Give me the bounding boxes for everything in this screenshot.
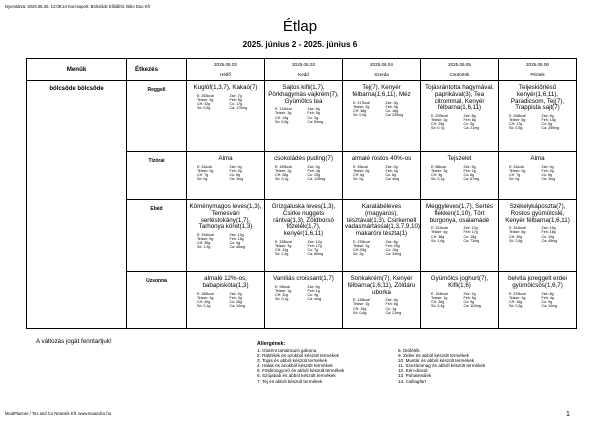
nutrition-value: Telzsír: 1g (275, 288, 292, 293)
menu-cell (343, 152, 421, 200)
nutrition-value: Telzsír: 1g (431, 295, 448, 300)
nutrition-value: Ca: 73mg (463, 238, 480, 243)
nutrition-value: Só: 0,1g (431, 177, 445, 182)
nutrition-value: Ca: 21mg (385, 310, 402, 315)
nutrition-value: Só: 0g (353, 177, 364, 182)
nutrition-value: E: 31kcal (509, 164, 524, 169)
menu-cell (265, 272, 343, 329)
day-name: Kedd (298, 72, 309, 77)
nutrition-value: Ca: 67mg (463, 177, 480, 182)
nutrition-info (265, 238, 342, 256)
menu-table (26, 58, 577, 329)
dish-text: Karalábéleves (magyaros), tésztával(1,3), Csirkemell vadasmártással(1,3,7,9,10), makaróni tészta(1) (345, 203, 422, 238)
meal-label: Ebéd (127, 200, 187, 272)
nutrition-value: Só: 0,1g (275, 177, 289, 182)
nutrition-value: CH: 11g (275, 292, 288, 297)
nutrition-value: Feh: 0g (541, 168, 554, 173)
nutrition-value: CH: 17g (509, 122, 523, 127)
dish-text: csokoládés puding(7) (274, 155, 333, 162)
allergen-item: 3. Tojás és abból készült termékek (257, 358, 328, 364)
day-date: 2025.06.02 (214, 62, 237, 67)
nutrition-value: Telzsír: 2g (353, 104, 370, 109)
nutrition-value: Ca: 175mg (229, 106, 248, 111)
meal-label: Uzsonna (127, 272, 187, 329)
day-header (187, 59, 265, 81)
nutrition-info (421, 163, 498, 181)
nutrition-value: Só: 0,1g (197, 303, 211, 308)
allergen-item: 14. Csillagfürt (398, 378, 427, 384)
nutrition-value: Cu: 3g (307, 115, 319, 120)
nutrition-value: Telzsír: 1g (197, 295, 214, 300)
menu-cell (265, 200, 343, 272)
dish-text: Tojásrántotta hagymával, paprikával(3), Tea citrommal, Kenyér félbarna(1,6,11) (425, 84, 494, 112)
nutrition-value: Só: 0g (509, 177, 520, 182)
nutrition-value: Feh: 4g (541, 295, 554, 300)
nutrition-info (187, 92, 264, 110)
dish-text: Alma (218, 155, 233, 162)
nutrition-value: Só: 0g (197, 177, 208, 182)
day-name: Szerda (374, 72, 389, 77)
nutrition-value: Zsír: 8g (541, 291, 554, 296)
nutrition-value: Só: 2g (353, 252, 364, 257)
dish-text: Kuglóf(1,3,7), Kakaó(7) (193, 84, 258, 91)
nutrition-value: Zsír: 5g (307, 107, 320, 112)
nutrition-value: Ca: 125mg (307, 177, 326, 182)
nutrition-value: Ca: 4mg (307, 297, 322, 302)
nutrition-value: Só: 0,3g (509, 303, 523, 308)
nutrition-value: Só: 0,5g (509, 126, 523, 131)
nutrition-value: E: 209kcal (431, 114, 448, 119)
nutrition-value: Zsír: 4g (385, 298, 398, 303)
nutrition-value: Telzsír: 2g (275, 168, 292, 173)
nutrition-value: Telzsír: 0g (353, 168, 370, 173)
day-name: Hétfő (220, 72, 231, 77)
nutrition-value: E: 217kcal (353, 100, 370, 105)
nutrition-info (343, 296, 420, 314)
day-header (499, 59, 577, 81)
nutrition-value: Telzsír: 3g (431, 168, 448, 173)
nutrition-info (499, 290, 576, 308)
dish-text: Meggyleves(1,7), Sertés flekken(1,10), Tört burgonya, osalamádé (425, 203, 494, 224)
nutrition-value: E: 114kcal (275, 107, 292, 112)
nutrition-value: CH: 7g (509, 172, 521, 177)
allergens-list-left (257, 348, 344, 384)
nutrition-value: Cu: 6g (541, 122, 553, 127)
nutrition-value: CH: 14g (275, 115, 289, 120)
nutrition-value: Zsír: 7g (229, 93, 242, 98)
nutrition-value: Cu: 10g (541, 234, 555, 239)
nutrition-value: E: 154kcal (431, 291, 448, 296)
nutrition-value: Ca: 3mg (541, 177, 556, 182)
nutrition-value: Feh: 1g (307, 288, 320, 293)
nutrition-value: Cu: 17g (229, 101, 243, 106)
nutrition-value: Zsír: 0g (541, 164, 554, 169)
nutrition-value: Cu: 5g (463, 122, 475, 127)
menu-cell (421, 81, 499, 152)
nutrition-value: Telzsír: 3g (275, 244, 292, 249)
nutrition-value: Telzsír: 2g (353, 244, 370, 249)
day-header (421, 59, 499, 81)
nutrition-value: Feh: 0g (229, 168, 242, 173)
nutrition-value: Zsír: 9g (541, 114, 554, 119)
nutrition-value: Zsír: 2g (229, 291, 242, 296)
menu-cell (421, 200, 499, 272)
nutrition-value: Cu: 15g (463, 234, 477, 239)
nutrition-value: Feh: 4g (307, 168, 320, 173)
day-header (265, 59, 343, 81)
allergen-item: 8. Diófélék (398, 348, 420, 353)
nutrition-value: Ca: 80mg (307, 252, 324, 257)
day-name: Péntek (530, 72, 545, 77)
nutrition-value: CH: 25g (431, 122, 445, 127)
allergen-item: 9. Zeller és abból készült termékek (398, 353, 469, 359)
nutrition-value: Só: 0,4g (431, 303, 445, 308)
table-header-row (27, 59, 577, 81)
print-info-line: Nyomtatva: 2025.05.30. 12:09:24 Korcsoport: Bölcsőde Előállító: Bibo Duo Kft (5, 4, 150, 9)
nutrition-value: E: 138kcal (353, 298, 370, 303)
allergen-item: 10. Mustár és abból készült termékek (398, 358, 475, 364)
nutrition-value: Ca: 3mg (229, 177, 244, 182)
allergen-item: 7. Tej és abból készült termékek (257, 378, 323, 384)
nutrition-value: CH: 41g (275, 248, 289, 253)
nutrition-value: CH: 40g (197, 299, 211, 304)
nutrition-value: Cu: 6g (541, 172, 553, 177)
nutrition-info (187, 290, 264, 308)
nutrition-info (265, 163, 342, 181)
nutrition-value: Ca: 10mg (541, 303, 558, 308)
dish-text: Székelykáposzta(7), Rostos gyümölcslé, Kenyér félbarna(1,6,11) (505, 203, 570, 224)
nutrition-value: E: 88kcal (431, 164, 446, 169)
group-label: bölcsőde bölcsőde (27, 81, 127, 329)
footer-text: MealPlanner / Tex and Co Network Kft. www.texandco.hu (5, 411, 112, 416)
nutrition-value: CH: 9g (431, 172, 443, 177)
nutrition-value: Zsír: 13g (229, 233, 244, 238)
meal-label: Reggeli (127, 81, 187, 152)
day-date: 2025.06.05 (448, 62, 471, 67)
nutrition-info (421, 112, 498, 130)
allergen-item: 1. Glutént tartalmazó gabona (257, 348, 317, 353)
nutrition-value: Telzsír: 0g (509, 168, 526, 173)
nutrition-info (343, 163, 420, 181)
dish-text: Sonkakrém(7), Kenyér félbarna(1,6,11), Zöldáru uborka (347, 275, 416, 296)
nutrition-value: CH: 42g (197, 101, 211, 106)
nutrition-value: E: 94kcal (275, 284, 290, 289)
menu-cell (499, 272, 577, 329)
nutrition-value: Zsír: 2g (463, 291, 476, 296)
nutrition-value: Zsír: 0g (229, 164, 242, 169)
dish-text: Tej(7), Kenyér félbarna(1,6,11), Méz (352, 84, 411, 98)
day-name: Csütörtök (449, 72, 470, 77)
nutrition-info (499, 163, 576, 181)
nutrition-value: E: 159kcal (275, 164, 292, 169)
nutrition-info (421, 290, 498, 308)
nutrition-value: E: 331kcal (431, 226, 448, 231)
menu-cell (187, 200, 265, 272)
dish-text: almalé rostos 40%-os (351, 155, 412, 162)
nutrition-value: Cu: 7g (307, 248, 319, 253)
menu-cell (499, 81, 577, 152)
menu-cell (187, 272, 265, 329)
nutrition-info (343, 238, 420, 256)
nutrition-value: Cu: 6g (229, 172, 241, 177)
dish-text: Tejszelet (447, 155, 472, 162)
nutrition-value: Só: 1,9g (197, 245, 211, 250)
menu-cell (421, 272, 499, 329)
menu-cell (265, 152, 343, 200)
nutrition-value: Só: 2,6g (509, 238, 523, 243)
dish-text: belvita joreggelt erdei gyümölcsös(1,6,7) (508, 275, 567, 289)
nutrition-value: Telzsír: 4g (431, 230, 448, 235)
nutrition-value: Cu: 4g (307, 292, 319, 297)
nutrition-value: Cu: 6g (385, 172, 397, 177)
nutrition-value: Zsír: 3g (385, 100, 398, 105)
dish-text: almalé 12%-os, babapiskóta(1,3) (202, 275, 249, 289)
dish-text: Köménymagos leves(1,3), Temesvári sertéstokány(1,7), Tarhonya köret(1,3) (189, 203, 262, 231)
allergen-item: 5. Földimogyoró és abból készült termékek (257, 368, 345, 374)
day-date: 2025.06.03 (292, 62, 315, 67)
nutrition-value: Cu: 8g (463, 172, 475, 177)
nutrition-value: Feh: 9g (385, 104, 398, 109)
nutrition-value: Feh: 5g (463, 295, 476, 300)
header-etkezes: Étkezés (127, 59, 187, 81)
nutrition-value: Só: 0,7g (431, 126, 445, 131)
nutrition-value: Só: 0,5g (197, 106, 211, 111)
page-number: 1 (566, 411, 570, 418)
nutrition-info (343, 99, 420, 117)
nutrition-value: Telzsír: 3g (197, 97, 214, 102)
nutrition-value: Telzsír: 0g (197, 168, 214, 173)
nutrition-value: Feh: 5g (307, 111, 320, 116)
nutrition-value: Cu: 16g (385, 108, 399, 113)
nutrition-value: CH: 28g (431, 299, 445, 304)
nutrition-value: Cu: 4g (229, 241, 241, 246)
nutrition-value: Feh: 16g (229, 237, 244, 242)
nutrition-value: Só: 1,6g (431, 238, 445, 243)
nutrition-info (265, 283, 342, 301)
nutrition-value: E: 31kcal (197, 164, 212, 169)
meal-label: Tízórai (127, 152, 187, 200)
nutrition-value: CH: 34g (509, 299, 523, 304)
nutrition-value: Zsír: 12g (463, 226, 478, 231)
nutrition-value: E: 324kcal (509, 226, 526, 231)
nutrition-value: Ca: 46mg (229, 245, 246, 250)
nutrition-value: Ca: 255mg (541, 126, 560, 131)
nutrition-info (187, 231, 264, 249)
nutrition-info (265, 105, 342, 123)
nutrition-value: Feh: 8g (229, 97, 242, 102)
allergen-item: 4. Halak és azokból készült termékek (257, 363, 333, 369)
dish-text: Vaníliás croissant(1,7) (273, 275, 334, 282)
menu-cell (499, 152, 577, 200)
nutrition-value: Zsír: 5g (463, 164, 476, 169)
nutrition-value: Ca: 4mg (385, 177, 400, 182)
nutrition-value: Só: 2,4g (275, 252, 289, 257)
nutrition-value: Zsír: 8g (463, 114, 476, 119)
nutrition-value: E: 26kcal (353, 164, 368, 169)
nutrition-value: Cu: 25g (307, 172, 321, 177)
menu-cell (187, 81, 265, 152)
nutrition-value: Zsír: 12g (307, 239, 322, 244)
dish-text: Teljeskiőrlésű kenyér(1,6,11), Paradicsom, Tej(7), Trappista sajt(7) (510, 84, 565, 112)
menu-cell (343, 200, 421, 272)
menu-cell (343, 272, 421, 329)
allergens-title: Allergének: (257, 341, 286, 347)
nutrition-info (499, 112, 576, 130)
page-title: Étlap (282, 18, 318, 35)
nutrition-value: Telzsír: 1g (509, 295, 526, 300)
nutrition-value: Telzsír: 6g (509, 230, 526, 235)
nutrition-value: Ca: 45mg (541, 238, 558, 243)
menu-cell (187, 152, 265, 200)
allergen-item: 12. Kén-dioxid (398, 368, 428, 374)
menu-cell (499, 200, 577, 272)
nutrition-value: Telzsír: 2g (431, 118, 448, 123)
nutrition-value: Feh: 2g (463, 168, 476, 173)
nutrition-value: Feh: 17g (463, 230, 478, 235)
nutrition-value: Zsír: 15g (541, 226, 556, 231)
day-date: 2025.06.06 (526, 62, 549, 67)
nutrition-value: CH: 53g (353, 248, 367, 253)
nutrition-value: Feh: 0g (385, 168, 398, 173)
nutrition-value: Cu: 1g (385, 306, 397, 311)
header-menuk: Menük (27, 59, 127, 81)
allergen-item: 2. Rákfélék és azokból készült termékek (257, 353, 339, 359)
date-range-subtitle: 2025. június 2 - 2025. június 6 (242, 40, 358, 49)
dish-text: Gyümölcs joghurt(7), Kifli(1,6) (430, 275, 489, 289)
nutrition-value: E: 263kcal (197, 93, 214, 98)
allergen-item: 11. Szezámmag és abból készült termékek (398, 363, 486, 369)
nutrition-value: Telzsír: 3g (275, 111, 292, 116)
nutrition-value: E: 208kcal (509, 114, 526, 119)
allergens-list-right (398, 348, 485, 384)
nutrition-info (421, 224, 498, 242)
nutrition-value: Telzsír: 5g (509, 118, 526, 123)
nutrition-value: Zsír: 3g (307, 164, 320, 169)
menu-cell (265, 81, 343, 152)
nutrition-value: Feh: 8g (463, 118, 476, 123)
nutrition-value: CH: 38g (353, 108, 367, 113)
nutrition-value: Zsír: 5g (307, 284, 320, 289)
nutrition-info (499, 224, 576, 242)
nutrition-value: Só: 0,6g (353, 310, 367, 315)
dish-text: Grízgaluska leves(1,3), Csirke nuggets rántva(1,3), Zöldborsó főzelék(1,7), kenyér(1,6,11) (271, 203, 336, 238)
nutrition-value: CH: 19g (353, 306, 367, 311)
nutrition-value: Zsír: 0g (385, 164, 398, 169)
nutrition-value: Feh: 16g (541, 230, 556, 235)
menu-cell (343, 81, 421, 152)
nutrition-value: Ca: 110mg (463, 303, 481, 308)
day-header (343, 59, 421, 81)
nutrition-value: Telzsír: 2g (353, 302, 370, 307)
nutrition-value: Ca: 33mg (385, 252, 402, 257)
nutrition-value: Feh: 20g (385, 244, 400, 249)
nutrition-value: Zsír: 8g (385, 239, 398, 244)
nutrition-value: Só: 0,5g (275, 119, 289, 124)
nutrition-value: Feh: 13g (541, 118, 556, 123)
nutrition-value: Cu: 10g (385, 248, 399, 253)
nutrition-value: Cu: 9g (463, 299, 475, 304)
nutrition-value: Feh: 3g (229, 295, 242, 300)
nutrition-value: Ca: 21mg (463, 126, 480, 131)
nutrition-value: Feh: 6g (385, 302, 398, 307)
dish-text: Sajtos kifli(1,7), Pörkhagymás vajkrém(7), Gyümölcs tea (268, 84, 339, 105)
nutrition-value: CH: 6g (353, 172, 365, 177)
meal-row-reggeli (27, 81, 577, 152)
nutrition-value: E: 376kcal (353, 239, 370, 244)
dish-text: Alma (530, 155, 545, 162)
nutrition-value: Só: 0,5g (353, 112, 367, 117)
nutrition-value: Feh: 17g (307, 244, 322, 249)
nutrition-value: E: 338kcal (275, 239, 292, 244)
nutrition-value: CH: 30g (509, 234, 523, 239)
nutrition-value: E: 185kcal (197, 291, 214, 296)
nutrition-value: Só: 0,1g (275, 297, 289, 302)
day-date: 2025.06.04 (370, 62, 393, 67)
nutrition-value: Telzsír: 5g (197, 237, 214, 242)
nutrition-value: Ca: 84mg (307, 119, 324, 124)
nutrition-value: CH: 35g (197, 241, 211, 246)
nutrition-value: Ca: 10mg (229, 303, 246, 308)
disclaimer-text: A változás jogát fenntartjuk! (36, 338, 112, 345)
nutrition-info (187, 163, 264, 181)
nutrition-value: E: 334kcal (197, 233, 214, 238)
nutrition-value: Ca: 239mg (385, 112, 404, 117)
allergen-item: 13. Puhatestűek (398, 373, 432, 379)
nutrition-value: CH: 28g (275, 172, 289, 177)
nutrition-value: CH: 38g (431, 234, 445, 239)
nutrition-value: E: 229kcal (509, 291, 526, 296)
allergen-item: 6. Szójabab és abból készült termékek (257, 373, 336, 379)
menu-cell (421, 152, 499, 200)
nutrition-value: Cu: 9g (541, 299, 553, 304)
nutrition-value: Cu: 26g (229, 299, 243, 304)
nutrition-value: CH: 7g (197, 172, 209, 177)
